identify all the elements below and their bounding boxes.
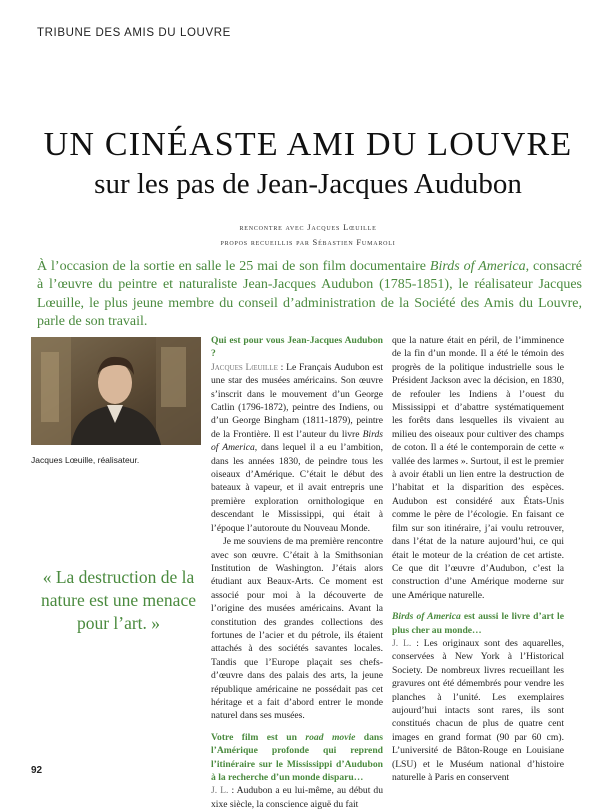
book-title: Birds of America: [392, 611, 461, 623]
article-title: UN CINÉASTE AMI DU LOUVRE: [43, 126, 573, 163]
question-3: est aussi le livre d’art le plus cher au monde…: [392, 611, 564, 636]
text-column-2: [392, 334, 564, 784]
answer-3: : Les originaux sont des aquarelles, conservées à New York à l’Historical Society. De nombreux livres recueillant les gravures ont été démembrés pour vendre les planches à l’unité. Les exemplaires aujourd’hui intacts sont rares, ils sont constitués chacun de plus de quatre cent images en grand format (90 par 60 cm). L’université de Bâton-Rouge en Louisiane (LSU) et le Muséum national d’histoire naturelle à Paris en conservent: [392, 637, 564, 783]
answer-2-continued: que la nature était en péril, de l’imminence de la fin d’un monde. Il a été le témoin des progrès de la politique industrielle sous le Président Jackson avec la décision, en 1830, de refouler les Indiens à l’ouest du Mississippi et d’abattre systématiquement les forêts dans lesquelles ils vivaient au milieu des oiseaux pour cultiver des champs de coton. Il a été le contemporain de cette « vallée des larmes ». Surtout, il est le premier à avoir établi un lien entre la destruction de l’habitat et la disparition des espèces. Audubon est considéré aux États-Unis comme le père de l’écologie. En faisant ce film sur son itinéraire, j’ai voulu retrouver, dans l’état de la nature aujourd’hui, ce qui était le moteur de la création de cet artiste. Ce que dit l’œuvre d’Audubon, c’est la construction d’une Amérique moderne sur une Amérique naturelle.: [392, 335, 564, 601]
paragraph: [211, 334, 383, 535]
speaker-initials: J. L.: [392, 637, 412, 649]
answer-1b: , dans lequel il a eu l’ambition, dans les années 1830, de peindre tous les oiseaux d’Amérique. C’était le début des bateaux à vapeur, et il avait entrepris une première exploration ornithologique en descendant le Mississippi, qui était à l’époque l’autoroute du Nouveau Monde.: [211, 442, 383, 534]
article-lead: [37, 258, 582, 332]
byline-interview: rencontre avec Jacques Lœuille: [239, 222, 377, 232]
answer-1c: Je me souviens de ma première rencontre avec son œuvre. C’était à la Smithsonian Institution de Washington. J’étais alors étudiant aux Beaux-Arts. Ce moment est associé pour moi à la découverte de l’origine des musées américains. Avant la constitution des grandes collections des fortunes de l’acier et du pétrole, ils étaient attachés à des sociétés savantes locales. Tandis que l’Europe plaçait ses chefs-d’œuvre dans des palais des arts, la jeune république américaine ne possédait pas cet héritage et a fait d’abord entrer le monde naturel dans ses musées.: [211, 536, 383, 722]
speaker-name: Jacques Lœuille: [211, 361, 278, 373]
text-column-1: [211, 334, 383, 811]
answer-2: : Audubon a eu lui-même, au début du xixe siècle, la conscience aiguë du fait: [211, 785, 383, 810]
lead-film-title: Birds of America: [429, 259, 526, 274]
question-2-start: Votre film est un: [211, 731, 306, 743]
pull-quote: « La destruction de la nature est une menace pour l’art. »: [41, 567, 196, 633]
lead-text-start: À l’occasion de la sortie en salle le 25 mai de son film documentaire: [37, 259, 430, 274]
question-2-term: road movie: [305, 731, 356, 743]
paragraph: [211, 731, 383, 811]
section-rubric: TRIBUNE DES AMIS DU LOUVRE: [37, 27, 231, 39]
question-1: Qui est pour vous Jean-Jacques Audubon ?: [211, 335, 383, 360]
article-subtitle: sur les pas de Jean-Jacques Audubon: [94, 168, 522, 200]
lead-text-end: , consacré à l’œuvre du peintre et naturaliste Jean-Jacques Audubon (1785-1851), le réalisateur Jacques Lœuille, le plus jeune membre du conseil d’administration de la Société des Amis du Louvre, parle de son travail.: [37, 259, 582, 330]
book-title: Birds of America: [211, 428, 383, 454]
answer-1a: : Le Français Audubon est une star des musées américains. Son œuvre s’inscrit dans le mouvement d’un George Catlin (1796-1872), peintre des Indiens, ou d’un George Bingham (1811-1879), peintre de la Frontière. Il est l’auteur du livre: [211, 361, 383, 440]
paragraph: [392, 610, 564, 784]
byline-credits: propos recueillis par Sébastien Fumaroli: [220, 237, 396, 247]
speaker-initials: J. L.: [211, 785, 229, 797]
portrait-photo: [31, 337, 201, 445]
photo-caption: Jacques Lœuille, réalisateur.: [31, 455, 140, 465]
page-number: 92: [31, 765, 43, 776]
question-2-end: dans l’Amérique profonde qui reprend l’itinéraire sur le Mississippi d’Audubon à la recherche d’un monde disparu…: [211, 731, 384, 783]
